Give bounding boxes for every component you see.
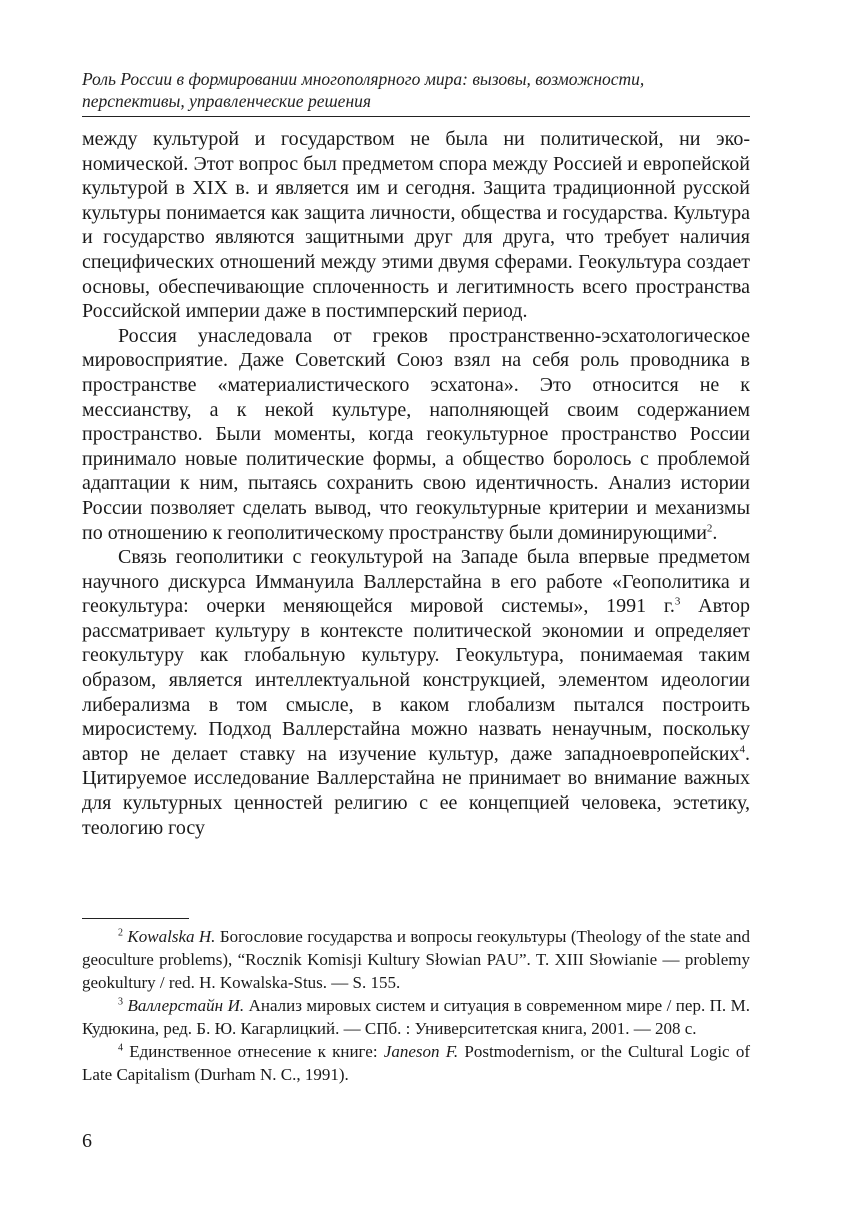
page-number: 6 (82, 1130, 92, 1152)
footnote-ref-2[interactable]: 2 (706, 521, 713, 534)
paragraph-3-text-a: Связь геополитики с геокультурой на Западе была впервые предметом научного дискурса Иммануила Валлерстайна в его работе «Геополитика и геокультура: очерки меняющейся мировой системы», 1991 г. (82, 546, 750, 618)
footnote-3 (82, 994, 750, 1040)
paragraph-3-text-b: Автор рассматривает культуру в контексте политической экономии и определяет геокультуру как глобальную культуру. Геокультура, понимаемая таким образом, является интеллектуальной конструкцией, элементом идеологии либерализма в том смысле, в каком глобализм пытался построить миросистему. Подход Валлерстайна можно назвать ненаучным, поскольку автор не делает ставку на изучение культур, даже западноевропейских (82, 595, 750, 765)
footnote-4-number: 4 (118, 1042, 123, 1054)
paragraph-1-text: между культурой и государством не была ни политической, ни экономической. Этот вопрос был предметом спора между Россией и европейской культурой в XIX в. и является им и сегодня. Защита традиционной русской культуры понимается как защита личности, общества и государства. Культура и государство являются защитными друг для друга, что требует наличия специфических отношений между этими двумя сферами. Геокультура создает основы, обеспечивающие сплоченность и легитимность всего пространства Российской империи даже в постимперский период. (82, 128, 750, 323)
footnote-4-author: Janeson F. (383, 1042, 459, 1061)
footnote-3-number: 3 (118, 996, 123, 1008)
paragraph-2-end: . (712, 521, 718, 544)
running-head (82, 68, 752, 112)
footnote-4-pre: Единственное отнесение к книге: (123, 1042, 384, 1061)
footnotes (82, 925, 750, 1086)
running-head-line-2: перспективы, управленческие решения (82, 91, 372, 111)
footnote-2-number: 2 (118, 927, 123, 939)
footnote-4-text: Postmodernism, or the Cultural Logic of Late Capitalism (Durham N. C., 1991). (82, 1042, 750, 1084)
main-text (82, 127, 750, 840)
header-rule (82, 116, 750, 117)
footnote-2-author: Kowalska H. (127, 927, 216, 946)
paragraph-1 (82, 127, 750, 324)
paragraph-2 (82, 324, 750, 545)
footnote-2 (82, 925, 750, 994)
paragraph-2-text: Россия унаследовала от греков пространственно-эсхатологическое мировосприятие. Даже Советский Союз взял на себя роль проводника в пространстве «материалистического эсхатона». Это относится не к мессианству, а к некой культуре, наполняющей своим содержанием пространство. Были моменты, когда геокультурное пространство России принимало новые политические формы, а общество боролось с проблемой адаптации к ним, пытаясь сохранить свою идентичность. Анализ истории России позволяет сделать вывод, что геокультурные критерии и механизмы по отношению к геополитическому пространству были доминирующими (82, 324, 750, 544)
footnote-ref-4[interactable]: 4 (739, 743, 745, 756)
footnote-ref-3[interactable]: 3 (674, 595, 681, 608)
footnote-4 (82, 1040, 750, 1086)
paragraph-3 (82, 545, 750, 840)
footnote-2-text: Богословие государства и вопросы геокультуры (Theology of the state and geoculture problems), “Rocznik Komisji Kultury Słowian PAU”. T. XIII Słowianie — problemy geokultury / red. H. Kowalska-Stus. — S. 155. (82, 927, 750, 992)
footnote-3-author: Валлерстайн И. (127, 996, 245, 1015)
footnote-rule (82, 918, 189, 919)
footnote-3-text: Анализ мировых систем и ситуация в современном мире / пер. П. М. Кудюкина, ред. Б. Ю. Кагарлицкий. — СПб. : Университетская книга, 2001. — 208 с. (82, 996, 751, 1038)
running-head-line-1: Роль России в формировании многополярного мира: вызовы, возможности, (82, 69, 645, 89)
paragraph-3-text-c: . Цитируемое исследование Валлерстайна не принимает во внимание важных для культурных ценностей религию с ее концепцией человека, эстетику, теологию госу (82, 742, 750, 839)
